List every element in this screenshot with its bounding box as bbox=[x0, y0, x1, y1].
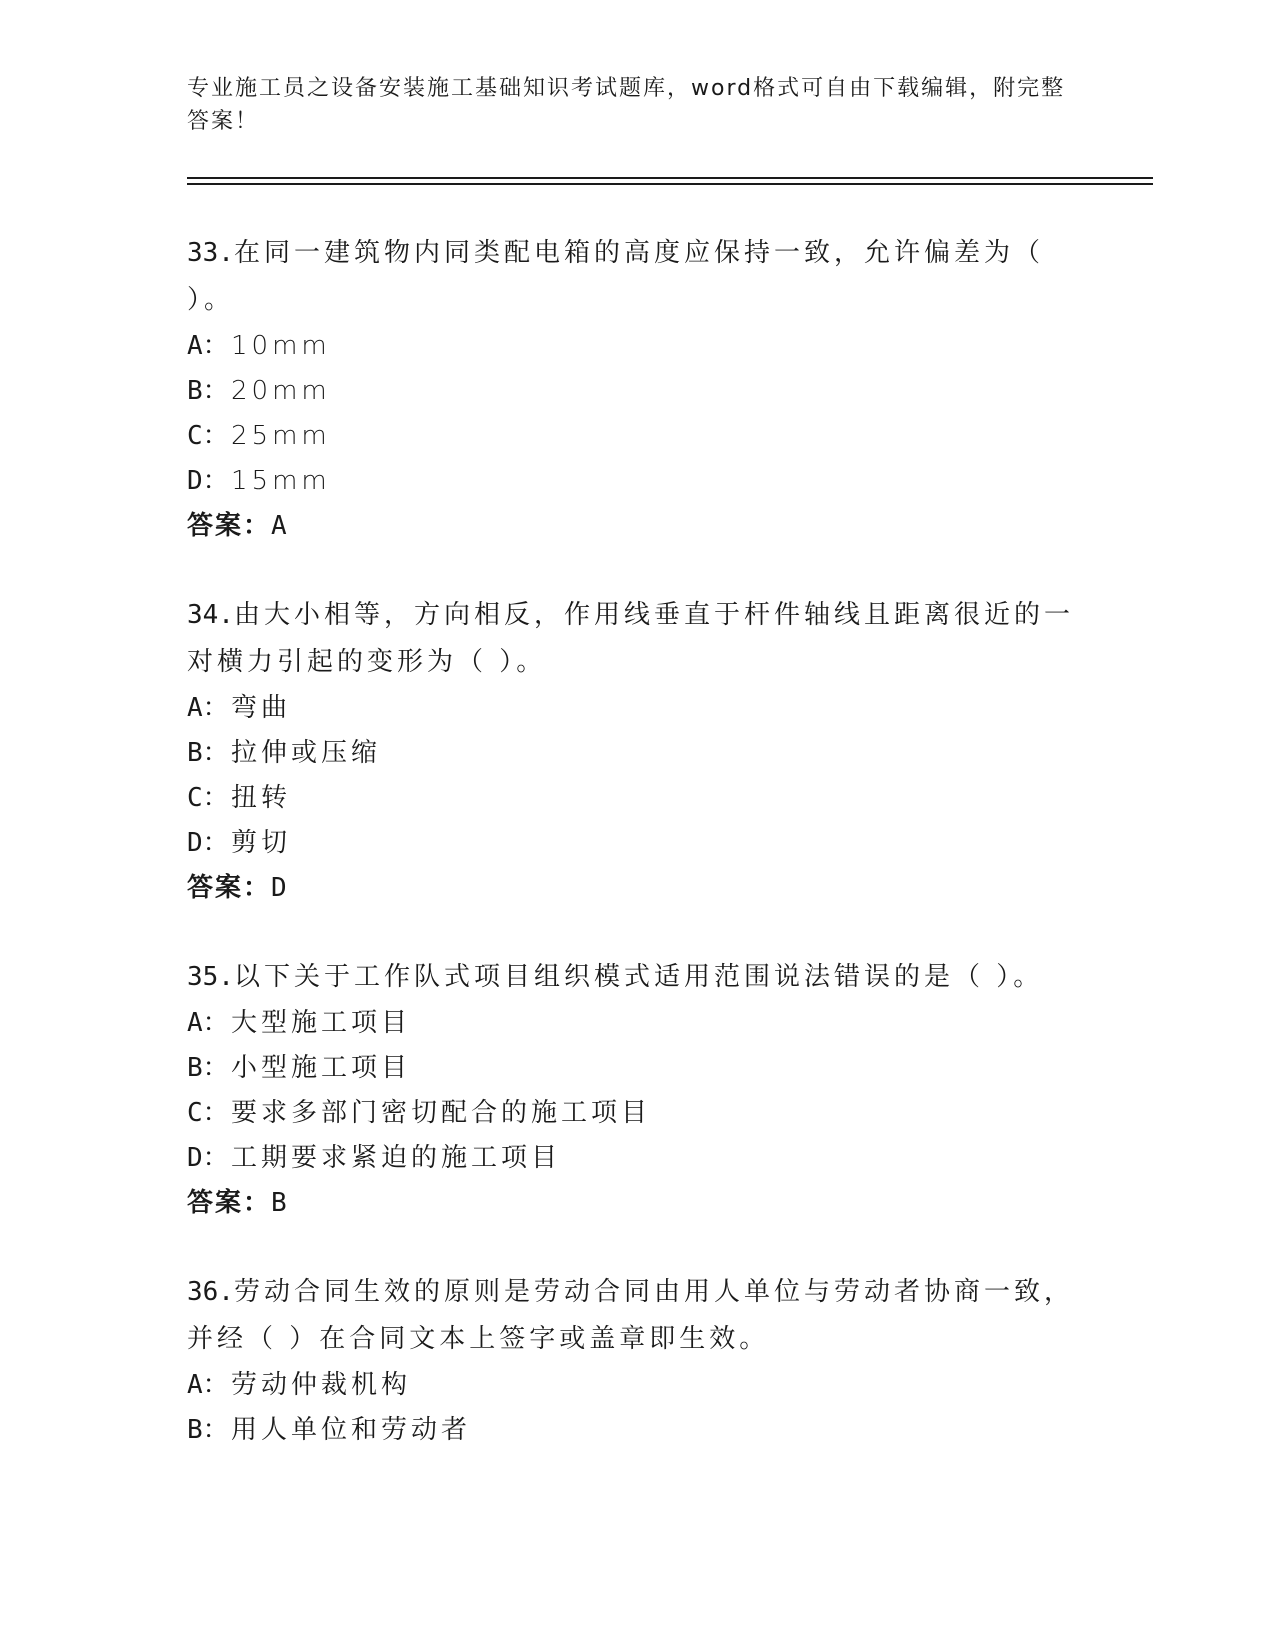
question-body: 由大小相等，方向相反，作用线垂直于杆件轴线且距离很近的一对横力引起的变形为（ ）。 bbox=[187, 600, 1074, 677]
option-key: D： bbox=[187, 828, 229, 858]
option-text: 15mm bbox=[231, 466, 331, 496]
option-key: C： bbox=[187, 783, 229, 813]
question-33 bbox=[187, 230, 1087, 549]
question-36 bbox=[187, 1269, 1087, 1453]
option-text: 工期要求紧迫的施工项目 bbox=[231, 1143, 562, 1173]
question-body: 劳动合同生效的原则是劳动合同由用人单位与劳动者协商一致，并经（ ）在合同文本上签字或盖章即生效。 bbox=[187, 1277, 1074, 1354]
document-header: 专业施工员之设备安装施工基础知识考试题库，word格式可自由下载编辑，附完整答案！ bbox=[187, 76, 1066, 134]
question-number: 34. bbox=[187, 600, 234, 630]
option-key: B： bbox=[187, 1415, 229, 1445]
answer-label: 答案： bbox=[187, 511, 272, 541]
question-text bbox=[187, 954, 1087, 1001]
question-34 bbox=[187, 592, 1087, 911]
option-c bbox=[187, 1091, 1087, 1136]
question-text bbox=[187, 1269, 1087, 1363]
option-text: 拉伸或压缩 bbox=[231, 738, 382, 768]
option-c bbox=[187, 414, 1087, 459]
question-body: 以下关于工作队式项目组织模式适用范围说法错误的是（ ）。 bbox=[233, 962, 1044, 992]
answer-label: 答案： bbox=[187, 1188, 272, 1218]
header-divider-bottom bbox=[187, 183, 1153, 185]
question-number: 35. bbox=[187, 962, 234, 992]
question-list bbox=[187, 230, 1087, 1496]
option-key: D： bbox=[187, 466, 229, 496]
option-text: 劳动仲裁机构 bbox=[231, 1370, 412, 1400]
option-c bbox=[187, 776, 1087, 821]
question-number: 36. bbox=[187, 1277, 234, 1307]
option-text: 10mm bbox=[231, 331, 331, 361]
answer-line bbox=[187, 504, 1087, 549]
option-text: 用人单位和劳动者 bbox=[231, 1415, 472, 1445]
option-a bbox=[187, 1001, 1087, 1046]
option-key: C： bbox=[187, 421, 229, 451]
answer-label: 答案： bbox=[187, 873, 272, 903]
option-text: 小型施工项目 bbox=[231, 1053, 412, 1083]
option-key: A： bbox=[187, 693, 229, 723]
option-b bbox=[187, 731, 1087, 776]
option-key: A： bbox=[187, 1008, 229, 1038]
option-key: C： bbox=[187, 1098, 229, 1128]
option-b bbox=[187, 369, 1087, 414]
option-text: 扭转 bbox=[231, 783, 292, 813]
question-35 bbox=[187, 954, 1087, 1226]
question-text bbox=[187, 592, 1087, 686]
option-text: 20mm bbox=[231, 376, 331, 406]
option-text: 剪切 bbox=[231, 828, 292, 858]
answer-line bbox=[187, 1181, 1087, 1226]
option-key: B： bbox=[187, 1053, 229, 1083]
option-a bbox=[187, 324, 1087, 369]
option-text: 要求多部门密切配合的施工项目 bbox=[231, 1098, 652, 1128]
option-text: 25mm bbox=[231, 421, 331, 451]
option-text: 弯曲 bbox=[231, 693, 292, 723]
option-a bbox=[187, 1363, 1087, 1408]
option-d bbox=[187, 1136, 1087, 1181]
answer-value: A bbox=[271, 511, 289, 541]
option-key: A： bbox=[187, 331, 229, 361]
option-key: B： bbox=[187, 376, 229, 406]
option-b bbox=[187, 1046, 1087, 1091]
option-a bbox=[187, 686, 1087, 731]
option-key: A： bbox=[187, 1370, 229, 1400]
answer-line bbox=[187, 866, 1087, 911]
answer-value: D bbox=[271, 873, 289, 903]
header-divider-top bbox=[187, 177, 1153, 179]
option-d bbox=[187, 821, 1087, 866]
option-key: D： bbox=[187, 1143, 229, 1173]
option-b bbox=[187, 1408, 1087, 1453]
question-body: 在同一建筑物内同类配电箱的高度应保持一致，允许偏差为（ ）。 bbox=[187, 238, 1044, 315]
question-text bbox=[187, 230, 1087, 324]
option-text: 大型施工项目 bbox=[231, 1008, 412, 1038]
option-d bbox=[187, 459, 1087, 504]
option-key: B： bbox=[187, 738, 229, 768]
question-number: 33. bbox=[187, 238, 234, 268]
answer-value: B bbox=[271, 1188, 289, 1218]
